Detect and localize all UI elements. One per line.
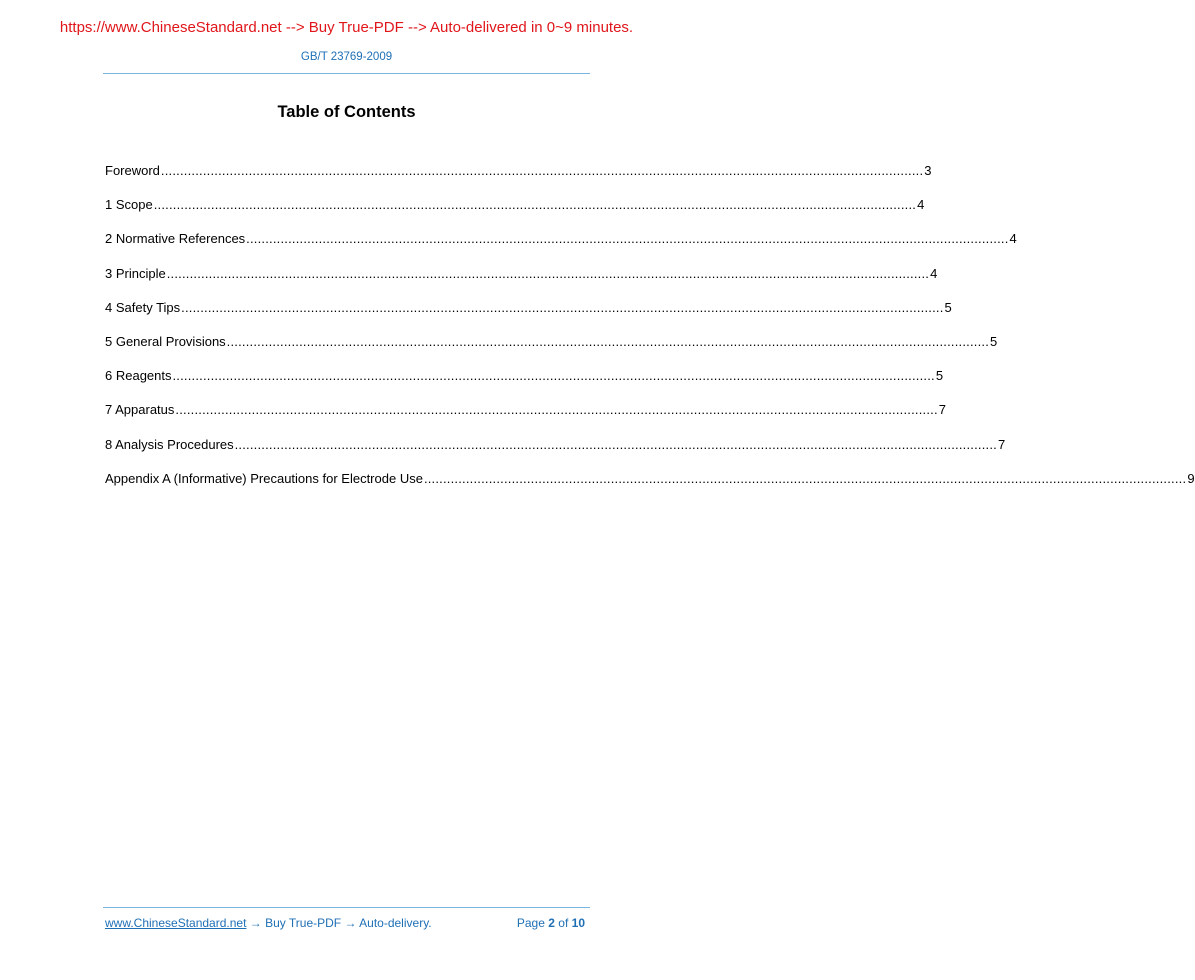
footer-site-link[interactable]: www.ChineseStandard.net xyxy=(105,916,247,930)
footer-left xyxy=(105,916,432,930)
toc-entry[interactable] xyxy=(105,265,938,300)
toc-entry-page: 7 xyxy=(938,402,946,418)
toc-dot-leader: ........................................................................................................................................................................................................ xyxy=(172,368,935,384)
toc-entry-page: 5 xyxy=(944,299,952,315)
top-banner: https://www.ChineseStandard.net --> Buy True-PDF --> Auto-delivered in 0~9 minutes. xyxy=(59,19,634,36)
toc-entry-label: Appendix A (Informative) Precautions for Electrode Use xyxy=(105,470,423,486)
toc-entry[interactable] xyxy=(105,299,952,334)
toc-entry-label: 6 Reagents xyxy=(105,368,172,384)
toc-dot-leader: ........................................................................................................................................................................................................ xyxy=(166,265,930,281)
toc-entry-page: 4 xyxy=(930,265,938,281)
toc-entry-page: 9 xyxy=(1187,470,1195,486)
toc-dot-leader: ........................................................................................................................................................................................................ xyxy=(175,402,938,418)
toc-entry[interactable] xyxy=(105,470,1195,505)
toc-entry[interactable] xyxy=(105,197,925,231)
of-word: of xyxy=(558,916,569,930)
page-word: Page xyxy=(516,916,545,930)
toc-entry[interactable] xyxy=(105,163,932,197)
toc-entry-label: 4 Safety Tips xyxy=(105,299,181,315)
toc-entry[interactable] xyxy=(105,333,998,368)
total-pages: 10 xyxy=(571,916,585,930)
toc-list xyxy=(105,163,1195,505)
toc-entry-page: 7 xyxy=(998,436,1006,452)
current-page: 2 xyxy=(548,916,555,930)
toc-dot-leader: ........................................................................................................................................................................................................ xyxy=(226,333,990,349)
toc-entry-label: 1 Scope xyxy=(105,197,153,213)
toc-entry-page: 5 xyxy=(990,333,998,349)
arrow-right-icon: → xyxy=(344,916,357,930)
document-code: GB/T 23769-2009 xyxy=(300,51,393,63)
toc-entry[interactable] xyxy=(105,436,1006,471)
toc-dot-leader: ........................................................................................................................................................................................................ xyxy=(153,197,917,213)
toc-entry-label: Foreword xyxy=(105,163,160,178)
toc-dot-leader: ........................................................................................................................................................................................................ xyxy=(160,163,924,178)
toc-entry[interactable] xyxy=(105,368,944,402)
footer-divider xyxy=(103,907,590,908)
toc-entry-label: 5 General Provisions xyxy=(105,333,226,349)
page-number xyxy=(517,916,585,930)
toc-entry[interactable] xyxy=(105,231,1017,265)
toc-entry-page: 3 xyxy=(924,163,932,178)
toc-entry-page: 5 xyxy=(935,368,944,384)
toc-entry[interactable] xyxy=(105,402,946,436)
toc-title: Table of Contents xyxy=(277,103,416,121)
toc-dot-leader: ........................................................................................................................................................................................................ xyxy=(246,231,1009,247)
toc-dot-leader: ........................................................................................................................................................................................................ xyxy=(423,470,1187,486)
arrow-right-icon: → xyxy=(249,916,262,930)
toc-entry-page: 4 xyxy=(1009,231,1017,247)
toc-entry-label: 2 Normative References xyxy=(105,231,246,247)
footer-buy-text: Buy True-PDF xyxy=(265,916,342,930)
footer-delivery-text: Auto-delivery. xyxy=(359,916,432,930)
toc-entry-label: 7 Apparatus xyxy=(105,402,175,418)
toc-dot-leader: ........................................................................................................................................................................................................ xyxy=(234,436,997,452)
toc-dot-leader: ........................................................................................................................................................................................................ xyxy=(181,299,944,315)
header-divider xyxy=(103,73,590,74)
toc-entry-page: 4 xyxy=(917,197,925,213)
toc-entry-label: 3 Principle xyxy=(105,265,166,281)
toc-entry-label: 8 Analysis Procedures xyxy=(105,436,234,452)
